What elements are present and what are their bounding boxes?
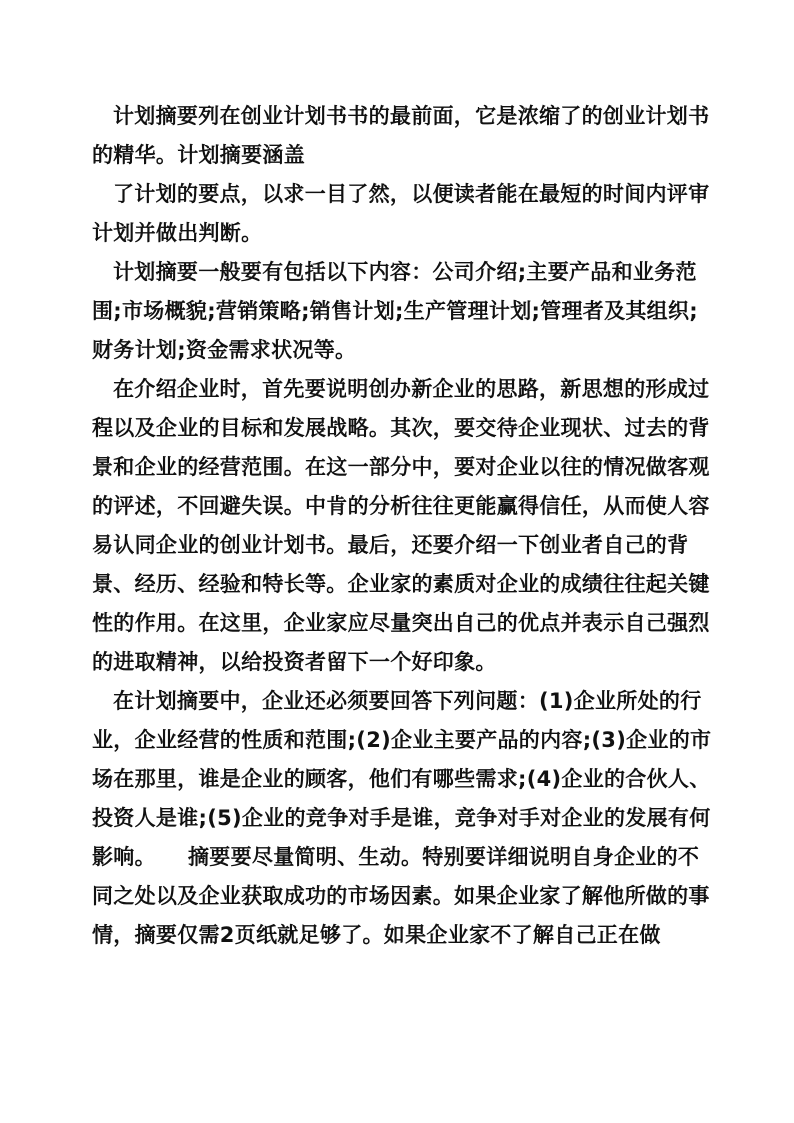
paragraph-3: 计划摘要一般要有包括以下内容：公司介绍;主要产品和业务范围;市场概貌;营销策略;销售计划;生产管理计划;管理者及其组织;财务计划;资金需求状况等。 xyxy=(92,260,698,362)
paragraph-2: 了计划的要点，以求一目了然，以便读者能在最短的时间内评审计划并做出判断。 xyxy=(92,182,710,245)
document-body xyxy=(92,97,712,955)
paragraph-1: 计划摘要列在创业计划书书的最前面，它是浓缩了的创业计划书的精华。计划摘要涵盖 xyxy=(92,104,710,167)
paragraph-5: 在计划摘要中，企业还必须要回答下列问题：(1)企业所处的行业，企业经营的性质和范围;(2)企业主要产品的内容;(3)企业的市场在那里，谁是企业的顾客，他们有哪些需求;(4)企业的合伙人、投资人是谁;(5)企业的竞争对手是谁，竞争对手对企业的发展有何影响。 摘要要尽量简明、生动。特别要详细说明自身企业的不同之处以及企业获取成功的市场因素。如果企业家了解他所做的事情，摘要仅需2页纸就足够了。如果企业家不了解自己正在做 xyxy=(92,689,712,947)
paragraph-4: 在介绍企业时，首先要说明创办新企业的思路，新思想的形成过程以及企业的目标和发展战略。其次，要交待企业现状、过去的背景和企业的经营范围。在这一部分中，要对企业以往的情况做客观的评述，不回避失误。中肯的分析往往更能赢得信任，从而使人容易认同企业的创业计划书。最后，还要介绍一下创业者自己的背景、经历、经验和特长等。企业家的素质对企业的成绩往往起关键性的作用。在这里，企业家应尽量突出自己的优点并表示自己强烈的进取精神，以给投资者留下一个好印象。 xyxy=(92,377,710,674)
